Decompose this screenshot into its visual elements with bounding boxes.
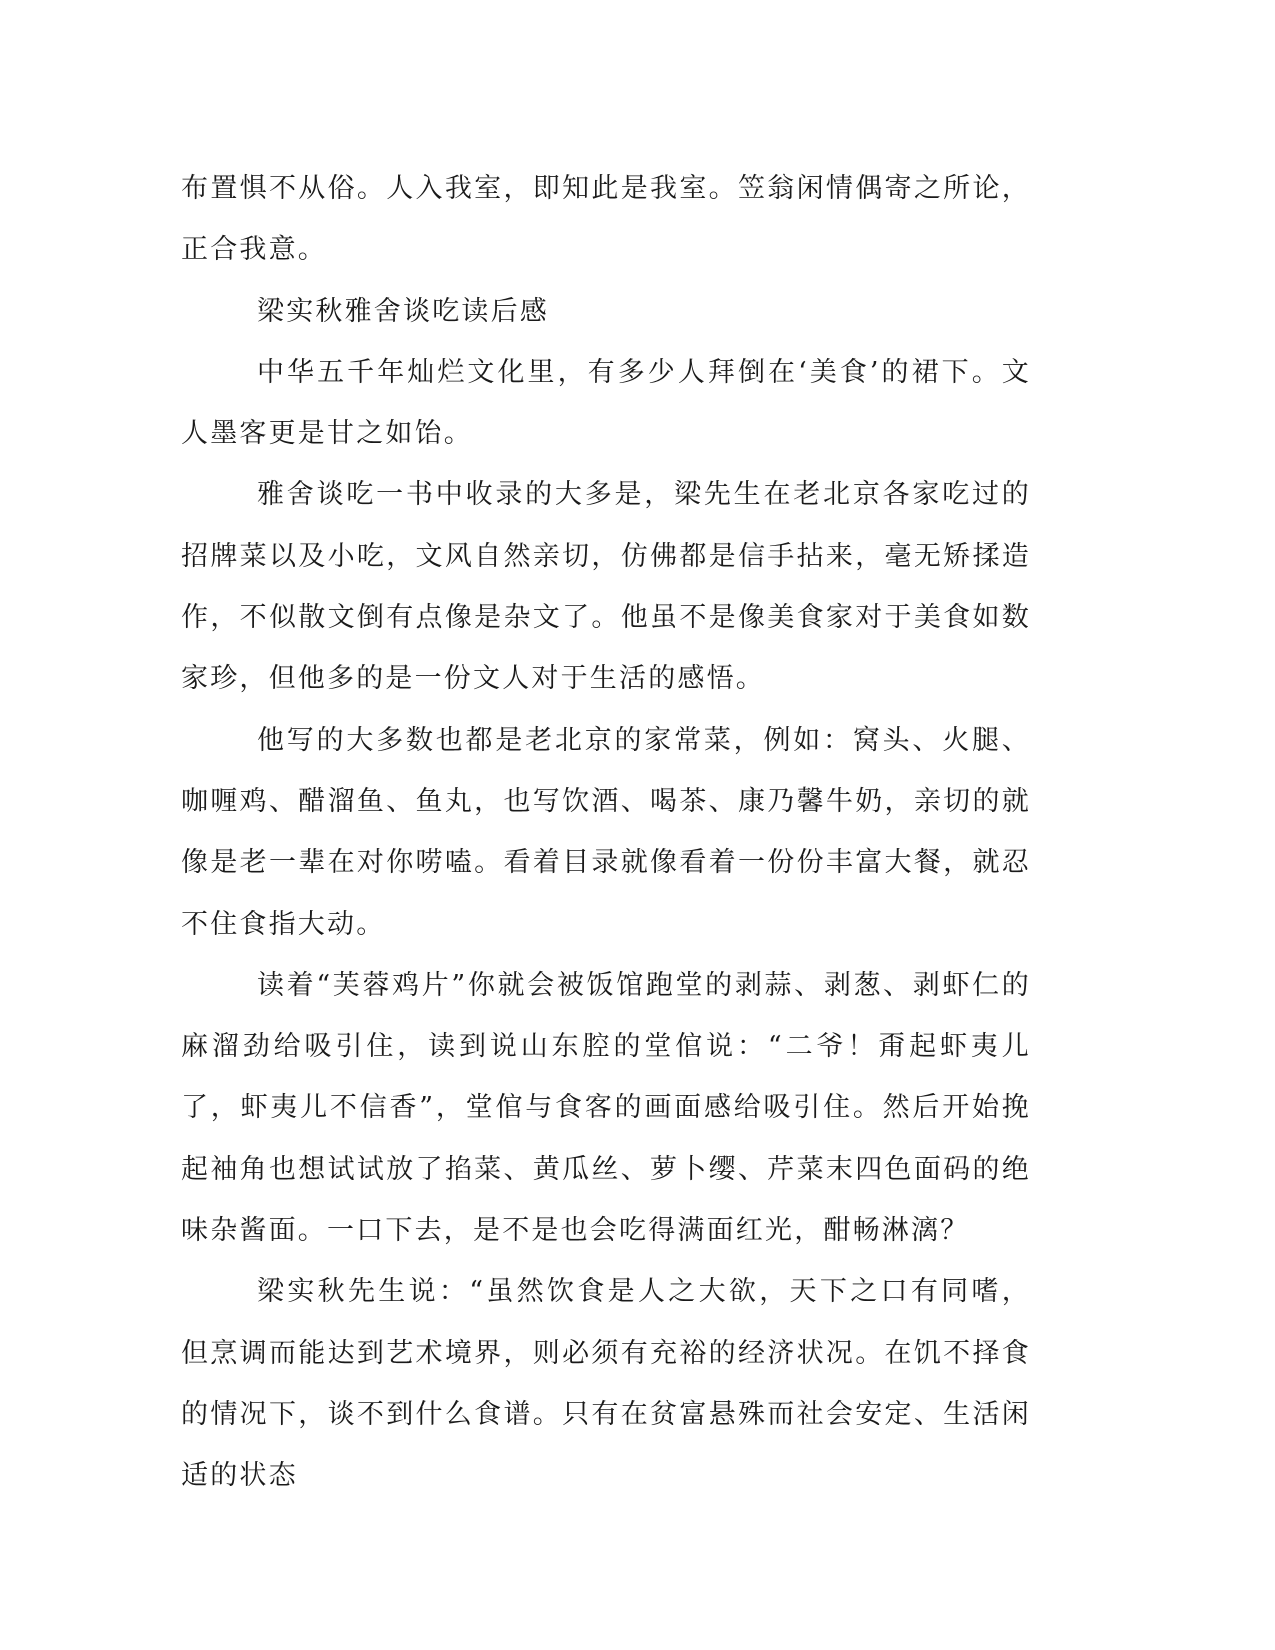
paragraph: 梁实秋先生说：“虽然饮食是人之大欲，天下之口有同嗜，但烹调而能达到艺术境界，则必须有充裕的经济状况。在饥不择食的情况下，谈不到什么食谱。只有在贫富悬殊而社会安定、生活闲适的状态 <box>181 1276 1031 1492</box>
paragraph: 中华五千年灿烂文化里，有多少人拜倒在‘美食’的裙下。文人墨客更是甘之如饴。 <box>181 356 1031 450</box>
paragraph: 读着“芙蓉鸡片”你就会被饭馆跑堂的剥蒜、剥葱、剥虾仁的麻溜劲给吸引住，读到说山东腔的堂倌说：“二爷！甭起虾夷儿了，虾夷儿不信香”，堂倌与食客的画面感给吸引住。然后开始挽起袖角也想试试放了掐菜、黄瓜丝、萝卜缨、芹菜末四色面码的绝味杂酱面。一口下去，是不是也会吃得满面红光，酣畅淋漓？ <box>181 969 1031 1247</box>
paragraph-continuation: 布置惧不从俗。人入我室，即知此是我室。笠翁闲情偶寄之所论，正合我意。 <box>181 173 1031 266</box>
document-body <box>181 158 1031 1507</box>
section-title: 梁实秋雅舍谈吃读后感 <box>257 295 549 327</box>
paragraph: 雅舍谈吃一书中收录的大多是，梁先生在老北京各家吃过的招牌菜以及小吃，文风自然亲切，仿佛都是信手拈来，毫无矫揉造作，不似散文倒有点像是杂文了。他虽不是像美食家对于美食如数家珍，但他多的是一份文人对于生活的感悟。 <box>181 479 1031 695</box>
paragraph: 他写的大多数也都是老北京的家常菜，例如：窝头、火腿、咖喱鸡、醋溜鱼、鱼丸，也写饮酒、喝茶、康乃馨牛奶，亲切的就像是老一辈在对你唠嗑。看着目录就像看着一份份丰富大餐，就忍不住食指大动。 <box>181 724 1031 940</box>
